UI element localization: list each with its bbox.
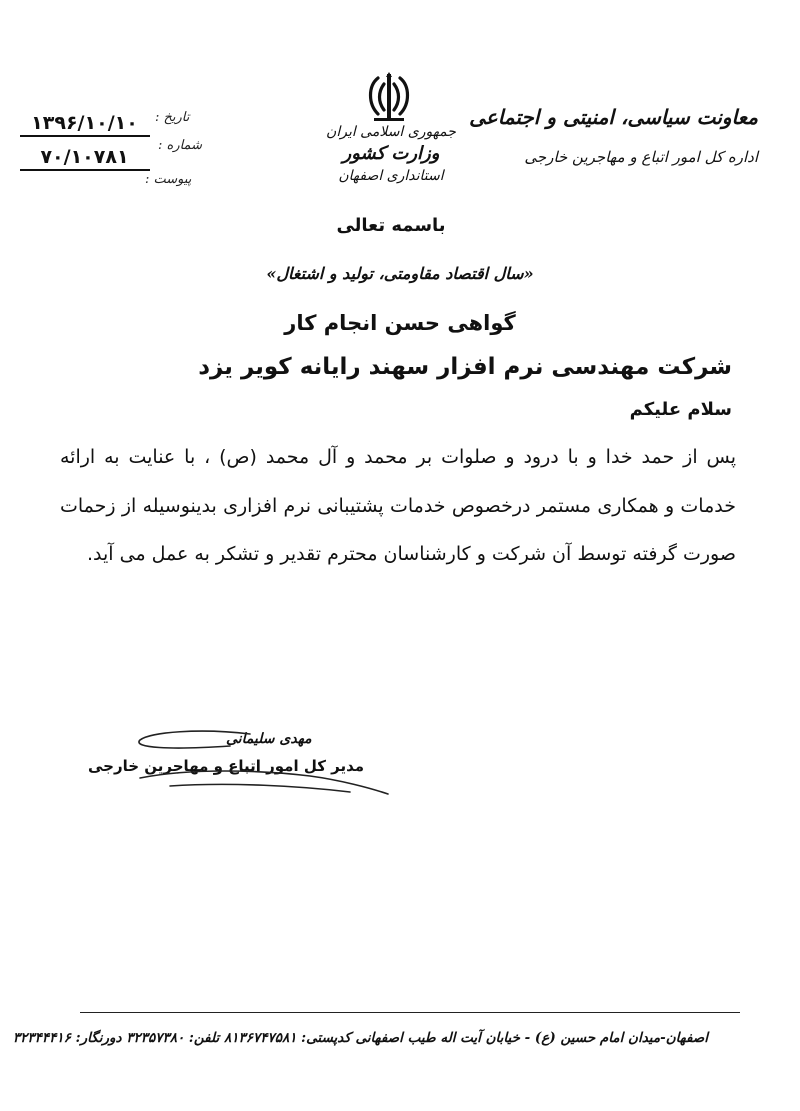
date-label: تاریخ : [155, 110, 190, 125]
date-value: ۱۳۹۶/۱۰/۱۰ [31, 112, 138, 134]
org-governorate: استانداری اصفهان [338, 168, 444, 184]
signature-scribble [110, 724, 400, 804]
year-slogan: «سال اقتصاد مقاومتی، تولید و اشتغال» [266, 264, 534, 283]
department-line2: اداره کل امور اتباع و مهاجرین خارجی [524, 148, 758, 166]
basmala: باسمه تعالی [336, 215, 446, 236]
footer-address: اصفهان-میدان امام حسین (ع) - خیابان آیت اله طیب اصفهانی کدپستی: ۸۱۳۶۷۴۷۵۸۱ تلفن: ۳۲۳۵۷۳۸۰ دورنگار: ۳۲۳۴۴۴۱۶ [12, 1030, 708, 1046]
number-underline [20, 169, 150, 171]
iran-emblem-icon [366, 70, 412, 124]
footer-divider [80, 1012, 740, 1013]
org-republic: جمهوری اسلامی ایران [326, 124, 456, 140]
document-title: گواهی حسن انجام کار [284, 311, 516, 335]
number-label: شماره : [158, 138, 202, 153]
company-name: شرکت مهندسی نرم افزار سهند رایانه کویر یزد [198, 354, 732, 380]
greeting: سلام علیکم [629, 399, 732, 420]
signatory-title: مدیر کل امور اتباع و مهاجرین خارجی [88, 757, 365, 775]
number-value: ۷۰/۱۰۷۸۱ [40, 146, 129, 168]
attachment-label: پیوست : [145, 172, 192, 187]
date-underline [20, 135, 150, 137]
signatory-name: مهدی سلیمانی [226, 731, 312, 747]
department-line1: معاونت سیاسی، امنیتی و اجتماعی [469, 105, 758, 129]
org-ministry: وزارت کشور [342, 143, 440, 164]
body-paragraph: پس از حمد خدا و با درود و صلوات بر محمد و آل محمد (ص) ، با عنایت به ارائه خدمات و همکاری مستمر درخصوص خدمات پشتیبانی نرم افزاری بدینوسیله از زحمات صورت گرفته توسط آن شرکت و کارشناسان محترم تقدیر و تشکر به عمل می آید. [60, 446, 736, 565]
